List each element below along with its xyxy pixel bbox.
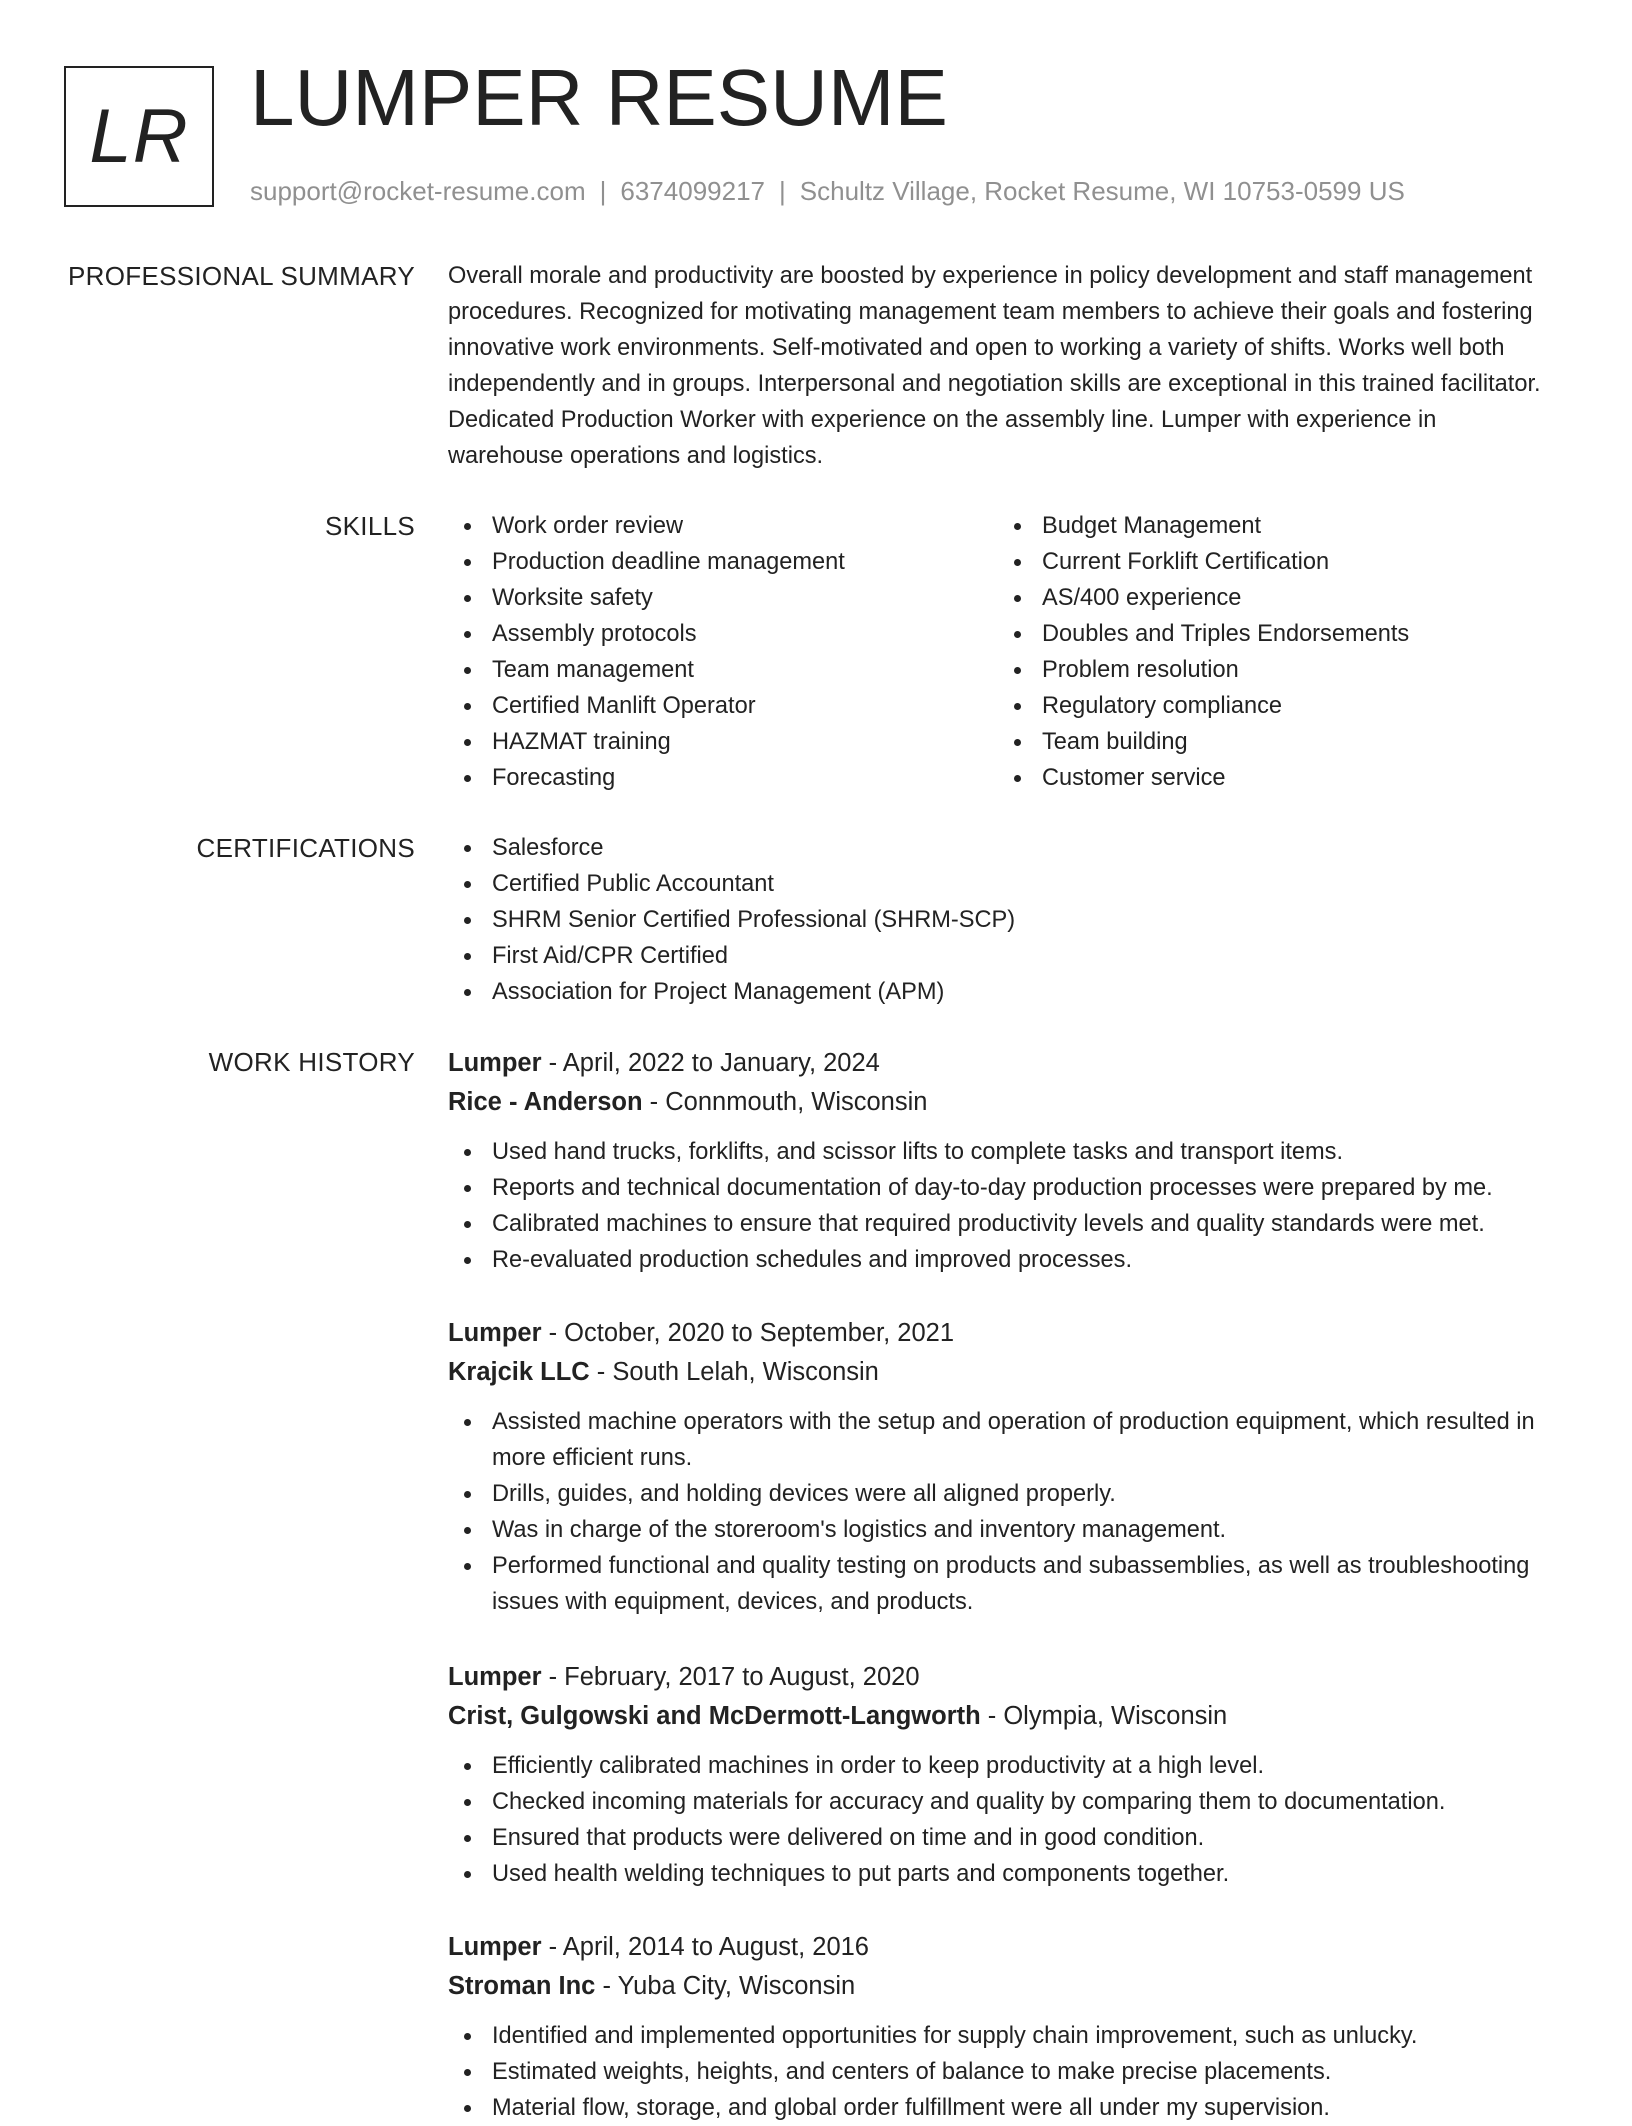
list-item: Performed functional and quality testing on products and subassemblies, as well as troubleshooting issues with equipment, devices, and products. bbox=[448, 1548, 1548, 1620]
monogram-logo: LR bbox=[64, 66, 214, 207]
list-item: Association for Project Management (APM) bbox=[448, 974, 1548, 1010]
list-item: SHRM Senior Certified Professional (SHRM-SCP) bbox=[448, 902, 1548, 938]
list-item: Team management bbox=[448, 652, 998, 688]
job-company-line bbox=[448, 1082, 1548, 1122]
job-company-line bbox=[448, 1352, 1548, 1392]
job-entry bbox=[448, 1658, 1548, 1892]
section-heading-certifications: CERTIFICATIONS bbox=[196, 833, 415, 863]
list-item: Forecasting bbox=[448, 760, 998, 796]
list-item: Material flow, storage, and global order fulfillment were all under my supervision. bbox=[448, 2090, 1548, 2126]
job-entry bbox=[448, 1928, 1548, 2126]
list-item: First Aid/CPR Certified bbox=[448, 938, 1548, 974]
job-title-line bbox=[448, 1044, 1548, 1082]
email-text[interactable]: support@rocket-resume.com bbox=[250, 176, 586, 206]
list-item: Ensured that products were delivered on time and in good condition. bbox=[448, 1820, 1548, 1856]
list-item: Salesforce bbox=[448, 830, 1548, 866]
address-text: Schultz Village, Rocket Resume, WI 10753-0599 US bbox=[799, 176, 1405, 206]
company-location: - Connmouth, Wisconsin bbox=[642, 1088, 928, 1116]
list-item: Reports and technical documentation of day-to-day production processes were prepared by me. bbox=[448, 1170, 1548, 1206]
job-title: Lumper bbox=[448, 1319, 542, 1347]
job-entry bbox=[448, 1314, 1548, 1620]
job-dates: - October, 2020 to September, 2021 bbox=[541, 1319, 955, 1347]
contact-line bbox=[250, 176, 1405, 207]
job-title: Lumper bbox=[448, 1933, 542, 1961]
list-item: Budget Management bbox=[998, 508, 1548, 544]
company-name: Krajcik LLC bbox=[448, 1358, 590, 1386]
list-item: Drills, guides, and holding devices were all aligned properly. bbox=[448, 1476, 1548, 1512]
list-item: Used health welding techniques to put parts and components together. bbox=[448, 1856, 1548, 1892]
job-duties-list bbox=[448, 1748, 1548, 1892]
list-item: Used hand trucks, forklifts, and scissor lifts to complete tasks and transport items. bbox=[448, 1134, 1548, 1170]
list-item: Certified Public Accountant bbox=[448, 866, 1548, 902]
list-item: Calibrated machines to ensure that required productivity levels and quality standards were met. bbox=[448, 1206, 1548, 1242]
company-location: - Yuba City, Wisconsin bbox=[595, 1972, 856, 2000]
job-duties-list bbox=[448, 1134, 1548, 1278]
list-item: Identified and implemented opportunities for supply chain improvement, such as unlucky. bbox=[448, 2018, 1548, 2054]
list-item: Was in charge of the storeroom's logistics and inventory management. bbox=[448, 1512, 1548, 1548]
certifications-list bbox=[448, 830, 1548, 1010]
summary-text: Overall morale and productivity are boosted by experience in policy development and staff management procedures. Recognized for motivating management team members to achieve their goals and fostering innovative work environments. Self-motivated and open to working a variety of shifts. Works well both independently and in groups. Interpersonal and negotiation skills are exceptional in this trained facilitator. Dedicated Production Worker with experience on the assembly line. Lumper with experience in warehouse operations and logistics. bbox=[448, 263, 1541, 469]
company-name: Crist, Gulgowski and McDermott-Langworth bbox=[448, 1702, 981, 1730]
job-title-line bbox=[448, 1658, 1548, 1696]
list-item: Worksite safety bbox=[448, 580, 998, 616]
job-title-line bbox=[448, 1928, 1548, 1966]
list-item: Work order review bbox=[448, 508, 998, 544]
section-heading-work-history: WORK HISTORY bbox=[208, 1047, 415, 1077]
job-dates: - April, 2022 to January, 2024 bbox=[541, 1049, 880, 1077]
job-duties-list bbox=[448, 1404, 1548, 1620]
job-entry bbox=[448, 1044, 1548, 1278]
job-title: Lumper bbox=[448, 1049, 542, 1077]
job-title: Lumper bbox=[448, 1663, 542, 1691]
job-dates: - February, 2017 to August, 2020 bbox=[541, 1663, 920, 1691]
skills-list-left bbox=[448, 508, 998, 796]
list-item: Assembly protocols bbox=[448, 616, 998, 652]
list-item: Checked incoming materials for accuracy and quality by comparing them to documentation. bbox=[448, 1784, 1548, 1820]
list-item: Production deadline management bbox=[448, 544, 998, 580]
contact-separator: | bbox=[599, 176, 607, 206]
phone-text[interactable]: 6374099217 bbox=[620, 176, 765, 206]
company-name: Rice - Anderson bbox=[448, 1088, 643, 1116]
list-item: AS/400 experience bbox=[998, 580, 1548, 616]
list-item: Certified Manlift Operator bbox=[448, 688, 998, 724]
list-item: Team building bbox=[998, 724, 1548, 760]
job-duties-list bbox=[448, 2018, 1548, 2126]
list-item: Problem resolution bbox=[998, 652, 1548, 688]
company-name: Stroman Inc bbox=[448, 1972, 596, 2000]
section-heading-skills: SKILLS bbox=[325, 511, 415, 541]
skills-list-right bbox=[998, 508, 1548, 796]
job-dates: - April, 2014 to August, 2016 bbox=[541, 1933, 869, 1961]
list-item: Doubles and Triples Endorsements bbox=[998, 616, 1548, 652]
list-item: HAZMAT training bbox=[448, 724, 998, 760]
job-company-line bbox=[448, 1966, 1548, 2006]
company-location: - Olympia, Wisconsin bbox=[980, 1702, 1228, 1730]
list-item: Estimated weights, heights, and centers of balance to make precise placements. bbox=[448, 2054, 1548, 2090]
list-item: Regulatory compliance bbox=[998, 688, 1548, 724]
list-item: Customer service bbox=[998, 760, 1548, 796]
list-item: Current Forklift Certification bbox=[998, 544, 1548, 580]
job-title-line bbox=[448, 1314, 1548, 1352]
company-location: - South Lelah, Wisconsin bbox=[589, 1358, 879, 1386]
job-company-line bbox=[448, 1696, 1548, 1736]
resume-title: LUMPER RESUME bbox=[250, 53, 948, 142]
contact-separator: | bbox=[779, 176, 786, 206]
list-item: Assisted machine operators with the setup and operation of production equipment, which resulted in more efficient runs. bbox=[448, 1404, 1548, 1476]
section-heading-summary: PROFESSIONAL SUMMARY bbox=[68, 261, 415, 291]
list-item: Re-evaluated production schedules and improved processes. bbox=[448, 1242, 1548, 1278]
list-item: Efficiently calibrated machines in order to keep productivity at a high level. bbox=[448, 1748, 1548, 1784]
